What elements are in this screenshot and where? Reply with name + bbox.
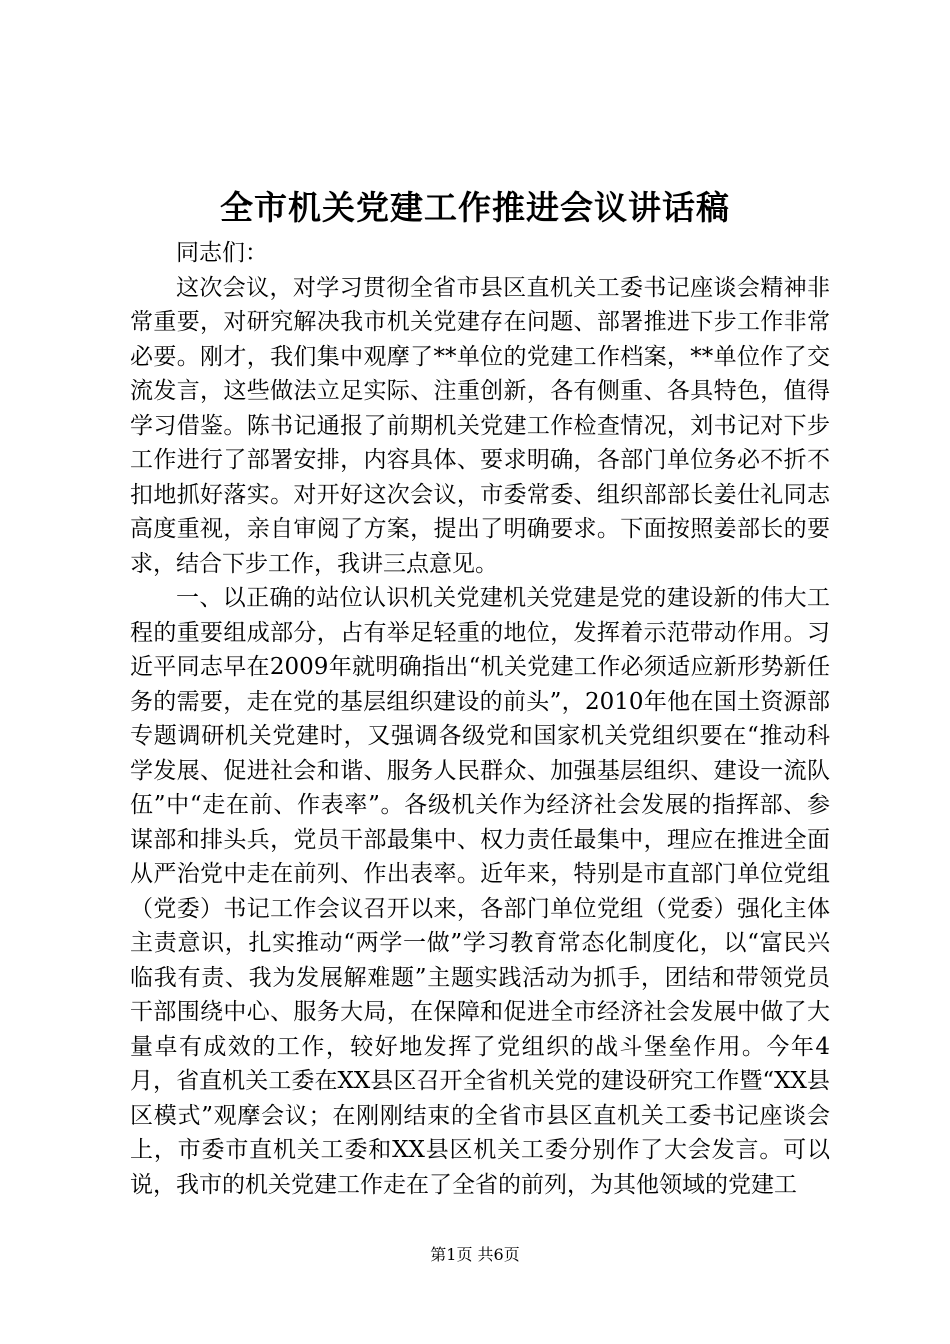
document-title: 全市机关党建工作推进会议讲话稿 [220,188,730,227]
document-body [130,236,830,1202]
body-paragraph-1: 这次会议，对学习贯彻全省市县区直机关工委书记座谈会精神非常重要，对研究解决我市机关党建存在问题、部署推进下步工作非常必要。刚才，我们集中观摩了**单位的党建工作档案，**单位作了交流发言，这些做法立足实际、注重创新，各有侧重、各具特色，值得学习借鉴。陈书记通报了前期机关党建工作检查情况，刘书记对下步工作进行了部署安排，内容具体、要求明确，各部门单位务必不折不扣地抓好落实。对开好这次会议，市委常委、组织部部长姜仕礼同志高度重视，亲自审阅了方案，提出了明确要求。下面按照姜部长的要求，结合下步工作，我讲三点意见。 [130,274,830,577]
page-number-footer: 第1页 共6页 [430,1245,520,1264]
salutation: 同志们： [176,240,268,266]
body-paragraph-2: 一、以正确的站位认识机关党建机关党建是党的建设新的伟大工程的重要组成部分，占有举足轻重的地位，发挥着示范带动作用。习近平同志早在2009年就明确指出“机关党建工作必须适应新形势新任务的需要，走在党的基层组织建设的前头”，2010年他在国土资源部专题调研机关党建时，又强调各级党和国家机关党组织要在“推动科学发展、促进社会和谐、服务人民群众、加强基层组织、建设一流队伍”中“走在前、作表率”。各级机关作为经济社会发展的指挥部、参谋部和排头兵，党员干部最集中、权力责任最集中，理应在推进全面从严治党中走在前列、作出表率。近年来，特别是市直部门单位党组（党委）书记工作会议召开以来，各部门单位党组（党委）强化主体主责意识，扎实推动“两学一做”学习教育常态化制度化，以“富民兴临我有责、我为发展解难题”主题实践活动为抓手，团结和带领党员干部围绕中心、服务大局，在保障和促进全市经济社会发展中做了大量卓有成效的工作，较好地发挥了党组织的战斗堡垒作用。今年4月，省直机关工委在XX县区召开全省机关党的建设研究工作暨“XX县区模式”观摩会议；在刚刚结束的全省市县区直机关工委书记座谈会上，市委市直机关工委和XX县区机关工委分别作了大会发言。可以说，我市的机关党建工作走在了全省的前列，为其他领域的党建工 [130,585,830,1198]
